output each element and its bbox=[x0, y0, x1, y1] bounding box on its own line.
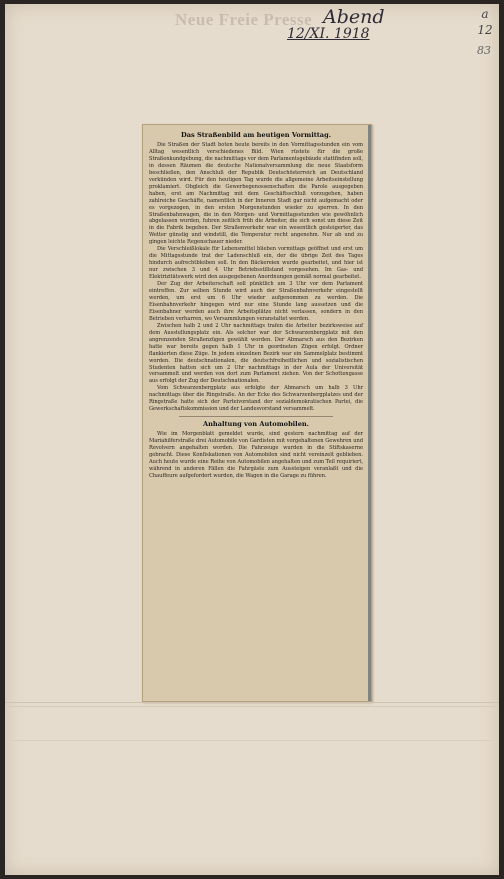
section-divider bbox=[179, 416, 333, 417]
paragraph: Wie im Morgenblatt gemeldet wurde, sind gestern nachmittag auf der Mariahilferstraße drei Automobile von Gardisten mit vorgehaltenen Gewehren und Revolvern angehalten worden. Die Fahrzeuge wurden in die Stiftskaserne gebracht. Diese Konfiskationen von Automobilen sind nicht vereinzelt geblieben. Auch heute wurde eine Reihe von Automobilen angehalten und zum Teil requiriert, während in anderen Fällen die Fahrgäste zum Aussteigen veranlaßt und die Chauffeure aufgefordert wurden, die Wagen in die Garage zu führen. bbox=[149, 431, 363, 479]
paragraph: Zwischen halb 2 und 2 Uhr nachmittags trafen die Arbeiter bezirksweise auf dem Ausstellungsplatz ein. Als solcher war der Schwarzenbergplatz mit den angrenzenden Straßenzügen gewählt worden. Der Abmarsch aus den Bezirken hatte war bereits gegen halb 1 Uhr in geordneten Zügen erfolgt. Ordner flankierten diese Züge. In jedem einzelnen Bezirk war ein Sammelplatz bestimmt worden. Die deutschnationalen, die deutschfreiheitlichen und sozialistischen Studenten hatten sich um 2 Uhr nachmittags in der Aula der Universität versammelt und werden von dort zum Parlament ziehen. Von der Schottengasse aus erfolgt der Zug der Deutschnationalen. bbox=[149, 322, 363, 385]
paragraph: Vom Schwarzenbergplatz aus erfolgte der Abmarsch um halb 3 Uhr nachmittags über die Ringstraße. An der Ecke des Schwarzenbergplatzes und der Ringstraße hatte sich der Parteivorstand der sozialdemokratischen Partei, die Gewerkschaftskommission und der Landesvorstand versammelt. bbox=[149, 385, 363, 413]
paragraph: Die Verschleißlokale für Lebensmittel blieben vormittags geöffnet und erst um die Mittagsstunde trat der Ladenschluß ein, der die übrige Zeit des Tages hindurch aufrechtbleiben soll. In den Bäckereien wurde gearbeitet, und hier ist nur zwischen 3 und 4 Uhr Betriebsstillstand vorgesehen. Im Gas- und Elektrizitätswerk wird den ausgegebenen Anordnungen gemäß normal gearbeitet. bbox=[149, 246, 363, 281]
paper-crease bbox=[5, 702, 499, 703]
paragraph: Der Zug der Arbeiterschaft soll pünktlich um 3 Uhr vor dem Parlament eintreffen. Zur selben Stunde wird auch der Straßenbahnverkehr eingestellt werden, um erst um 6 Uhr wieder aufgenommen zu werden. Die Eisenbahnverkehr hingegen wird nur eine Stunde lang aussetzen und die Eisenbahner werden auch ihre Arbeitsplätze nicht verlassen, sondern in den Betrieben verharren, wo Versammlungen veranstaltet werden. bbox=[149, 281, 363, 322]
handwritten-date: 12/XI. 1918 bbox=[287, 26, 370, 42]
paper-crease bbox=[5, 706, 499, 707]
clipping-text bbox=[149, 129, 363, 480]
newspaper-stamp: Neue Freie Presse bbox=[175, 10, 313, 29]
folio-marker bbox=[475, 6, 495, 38]
page-number: 83 bbox=[477, 44, 491, 57]
folio-top: a bbox=[481, 7, 489, 21]
headline-automobiles: Anhaltung von Automobilen. bbox=[203, 420, 309, 429]
paragraph: Die Straßen der Stadt boten heute bereits in den Vormittagsstunden ein vom Alltag wesentlich verschiedenes Bild. Wien rüstete für die große Straßenkundgebung, die nachmittags vor dem Parlamentsgebäude stattfinden soll, in dessen Räumen die deutsche Nationalversammlung die neue Staatsform beschließen, den Anschluß der Republik Deutschösterreich an Deutschland verkünden wird. Für den heutigen Tag wurde die allgemeine Arbeitseinstellung proklamiert. Obgleich die Gewerbegenossenschaften die Parole ausgegeben haben, erst am Nachmittag mit dem Geschäftsschluß vorzugehen, haben zahlreiche Geschäfte, namentlich in der Inneren Stadt gar nicht aufgemacht oder es vorgezogen, in den ersten Morgenstunden wieder zu sperren. In den Straßenbahnwagen, die in den Morgen- und Vormittagsstunden wie gewöhnlich abgelassen wurden, fuhren zeitlich früh die Arbeiter, die sich sonst um diese Zeit in die Fabrik begeben. Der Straßenverkehr war ein wesentlich gesteigerter, das Wetter günstig und windstill, die Temperatur recht angenehm. Nur ab und zu gingen leichte Regenschauer nieder. bbox=[149, 142, 363, 246]
clipping-edge-mark bbox=[368, 125, 371, 701]
headline-street-scene: Das Straßenbild am heutigen Vormittag. bbox=[181, 131, 331, 139]
newspaper-clipping bbox=[142, 124, 372, 702]
handwritten-edition-note: Abend bbox=[323, 6, 385, 28]
paper-crease bbox=[12, 740, 492, 741]
folio-sub: 12 bbox=[477, 23, 493, 37]
